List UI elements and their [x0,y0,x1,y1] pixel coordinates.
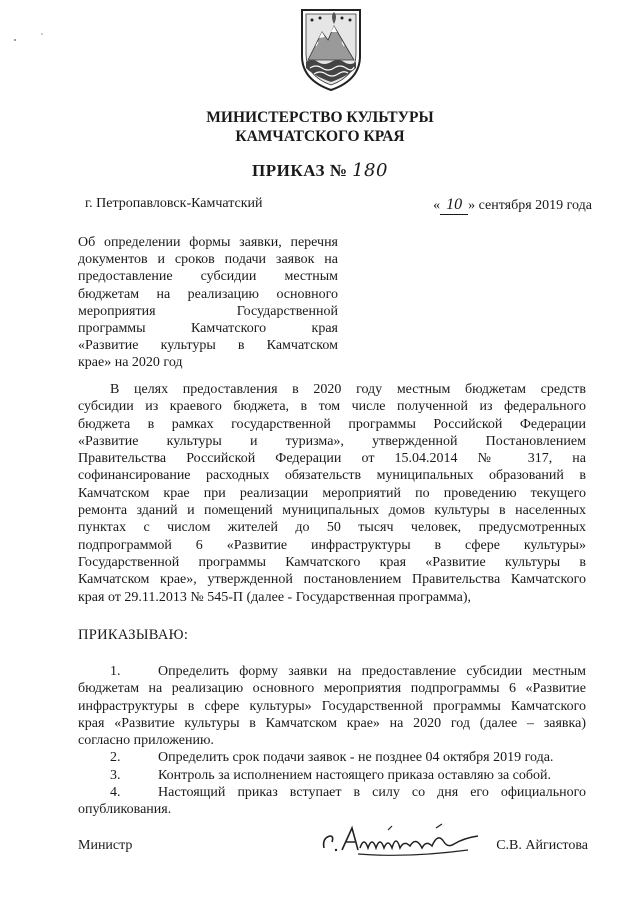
item-text: Контроль за исполнением настоящего приказа оставляю за собой. [158,767,552,783]
signatory-position: Министр [78,838,133,853]
order-subject [78,234,338,372]
preamble-line: субсидии из краевого бюджета, в том числе полученной из федерального [78,399,586,415]
date-day-handwritten: 10 [440,196,468,215]
item-number: 1. [110,664,121,679]
signatory-name: С.В. Айгистова [496,838,588,853]
order-items [78,663,586,819]
preamble-line: подпрограммой 6 «Развитие инфраструктуры в сфере культуры» [78,537,586,553]
order-item-2 [78,749,586,766]
handwritten-signature [318,818,488,862]
preamble-line: Камчатском крае при реализации мероприятий по проведению текущего [78,485,586,501]
order-item-1 [78,663,586,680]
preamble-line: софинансирование расходных обязательств муниципальных образований в [78,468,586,484]
item-line: опубликования. [78,802,172,818]
item-line: бюджетам на реализацию основного мероприятия подпрограммы 6 «Развитие [78,681,586,697]
preamble-paragraph [78,381,586,606]
preamble-line: ремонта зданий и помещений муниципальных домов культуры в населенных [78,503,586,519]
subject-line: бюджетам на реализацию основного [78,286,338,302]
item-line: инфраструктуры в сфере культуры» Государственной программы Камчатского [78,698,586,714]
subject-line: «Развитие культуры в Камчатском [78,338,338,354]
item-text: Определить форму заявки на предоставление субсидии местным [158,664,586,679]
order-prefix: ПРИКАЗ № [252,161,348,180]
date-open-quote: « [433,198,441,213]
preamble-line: Правительства Российской Федерации от 15.04.2014 № 317, на [78,451,586,467]
preamble-line: «Развитие культуры и туризма», утвержденной Постановлением [78,433,586,449]
scan-mark [12,30,52,44]
preamble-line: Камчатском крае», утвержденной постановлением Правительства Камчатского [78,572,586,588]
subject-line: предоставление субсидии местным [78,269,338,285]
subject-line: мероприятия Государственной [78,303,338,319]
ministry-name-line1: МИНИСТЕРСТВО КУЛЬТУРЫ [206,109,434,126]
subject-line: программы Камчатского края [78,321,338,337]
order-number-handwritten: 180 [352,160,388,181]
item-number: 4. [110,785,121,801]
ministry-name-line2: КАМЧАТСКОГО КРАЯ [235,128,405,145]
item-number: 2. [110,750,121,766]
preamble-line: края от 29.11.2013 № 545-П (далее - Государственная программа), [78,589,472,605]
preamble-line: бюджета в рамках государственной программы Российской Федерации [78,416,586,432]
kamchatka-coat-of-arms-icon [298,6,364,92]
subject-line: крае» на 2020 год [78,355,183,371]
order-title [0,160,640,181]
city: г. Петропавловск-Камчатский [85,196,263,211]
subject-line: Об определении формы заявки, перечня [78,235,338,250]
command-word: ПРИКАЗЫВАЮ: [78,627,189,643]
preamble-line: Государственной программы Камчатского края «Развитие культуры в [78,554,586,570]
preamble-line: В целях предоставления в 2020 году местным бюджетам средств [110,382,586,397]
preamble-line: пунктах с числом жителей до 50 тысяч человек, предусмотренных [78,520,586,536]
subject-line: документов и сроков подачи заявок на [78,252,338,268]
item-text: Настоящий приказ вступает в силу со дня его официального [158,785,586,801]
date-rest: » сентября 2019 года [468,198,592,213]
item-number: 3. [110,767,121,783]
item-text: Определить срок подачи заявок - не позднее 04 октября 2019 года. [158,750,554,766]
order-date [433,196,592,215]
item-line: согласно приложению. [78,733,214,749]
order-item-3 [78,767,586,784]
order-item-4 [78,784,586,801]
item-line: края «Развитие культуры в Камчатском крае» на 2020 год (далее – заявка) [78,715,586,731]
